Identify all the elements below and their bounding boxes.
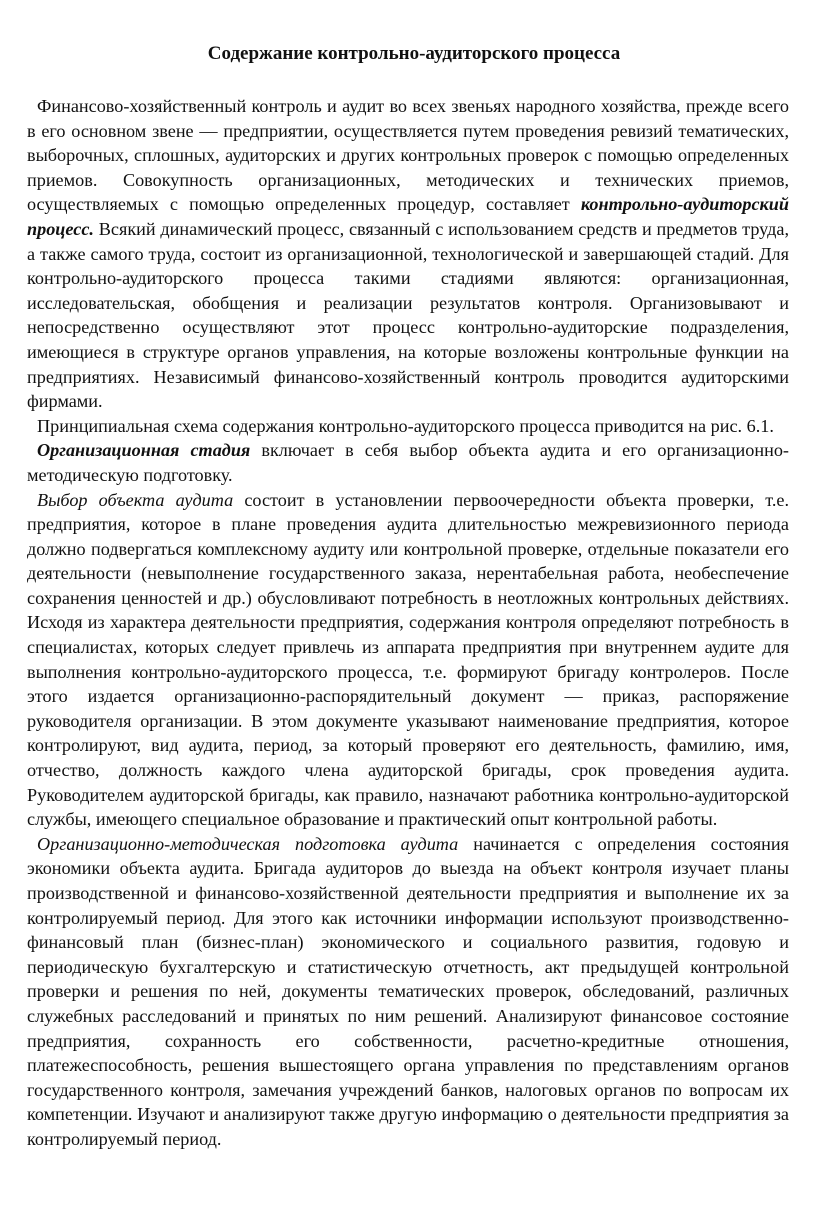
paragraph-audit-object-selection xyxy=(27,488,789,832)
document-title: Содержание контрольно-аудиторского процесса xyxy=(207,43,621,64)
paragraph-intro-text-after: Всякий динамический процесс, связанный с использованием средств и предметов труда, а также самого труда, состоит из организационной, технологической и завершающей стадий. Для контрольно-аудиторского процесса такими стадиями являются: организационная, исследовательская, обобщения и реализации результатов контроля. Организовывают и непосредственно осуществляют этот процесс контрольно-аудиторские подразделения, имеющиеся в структуре органов управления, на которые возложены контрольные функции на предприятиях. Независимый финансово-хозяйственный контроль проводится аудиторскими фирмами. xyxy=(27,218,789,412)
paragraph-intro xyxy=(27,94,789,414)
term-methodical-preparation: Организационно-методическая подготовка аудита xyxy=(37,833,459,854)
term-organizational-stage: Организационная стадия xyxy=(37,440,251,461)
paragraph-scheme-reference: Принципиальная схема содержания контрольно-аудиторского процесса приводится на рис. 6.1. xyxy=(37,415,774,436)
term-control-audit-process: контрольно-аудиторский процесс. xyxy=(27,194,789,239)
document-page xyxy=(27,42,789,1152)
paragraph-intro-text-before: Финансово-хозяйственный контроль и аудит во всех звеньях народного хозяйства, прежде всего в его основном звене — предприятии, осуществляется путем проведения ревизий тематических, выборочных, сплошных, аудиторских и других контрольных проверок с помощью определенных приемов. Совокупность организационных, методических и технических приемов, осуществляемых с помощью определенных процедур, составляет xyxy=(27,96,789,215)
term-audit-object-selection: Выбор объекта аудита xyxy=(37,489,234,510)
paragraph-methodical-preparation xyxy=(27,832,789,1152)
paragraph-organizational-stage xyxy=(27,438,789,487)
paragraph-organizational-stage-text: включает в себя выбор объекта аудита и его организационно-методическую подготовку. xyxy=(27,440,789,485)
paragraph-audit-object-selection-text: состоит в установлении первоочередности объекта проверки, т.е. предприятия, которое в плане проведения аудита длительностью межревизионного периода должно подвергаться комплексному аудиту или контрольной проверке, отдельные показатели его деятельности (невыполнение государственного заказа, нерентабельная работа, необеспечение сохранения ценностей и др.) обусловливают потребность в неотложных контрольных действиях. Исходя из характера деятельности предприятия, содержания контроля определяют потребность в специалистах, которых следует привлечь из аппарата предприятия при внутреннем аудите для выполнения контрольно-аудиторского процесса, т.е. формируют бригаду контролеров. После этого издается организационно-распорядительный документ — приказ, распоряжение руководителя организации. В этом документе указывают наименование предприятия, которое контролируют, вид аудита, период, за который проверяют его деятельность, фамилию, имя, отчество, должность каждого члена аудиторской бригады, срок проведения аудита. Руководителем аудиторской бригады, как правило, назначают работника контрольно-аудиторской службы, имеющего специальное образование и практический опыт контрольной работы. xyxy=(27,489,789,830)
paragraph-methodical-preparation-text: начинается с определения состояния экономики объекта аудита. Бригада аудиторов до выезда на объект контроля изучает планы производственной и финансово-хозяйственной деятельности предприятия и выполнение их за контролируемый период. Для этого как источники информации используют производственно-финансовый план (бизнес-план) экономического и социального развития, годовую и периодическую бухгалтерскую и статистическую отчетность, акт предыдущей контрольной проверки и решения по ней, документы тематических проверок, обследований, различных служебных расследований и принятых по ним решений. Анализируют финансовое состояние предприятия, сохранность его собственности, расчетно-кредитные отношения, платежеспособность, решения вышестоящего органа управления по представлениям органов государственного контроля, замечания учреждений банков, налоговых органов по вопросам их компетенции. Изучают и анализируют также другую информацию о деятельности предприятия за контролируемый период. xyxy=(27,833,789,1149)
